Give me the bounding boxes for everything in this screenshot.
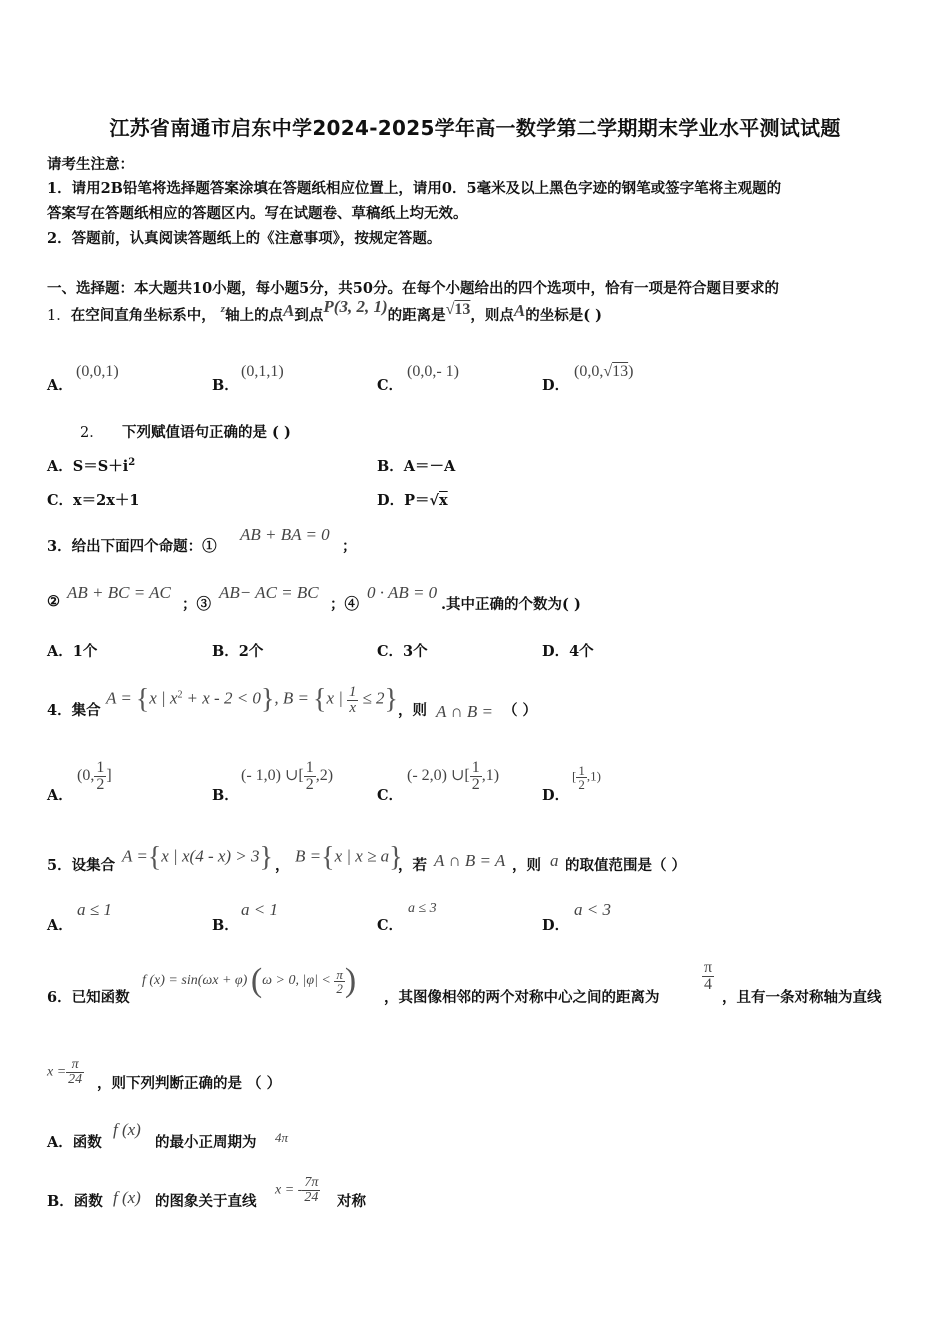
notice-line-3: 2．答题前，认真阅读答题纸上的《注意事项》，按规定答题。 [47, 230, 442, 247]
q4-option-b-value: (- 1,0) ∪[ $\frac{1}{2}$ ,2) [241, 759, 334, 793]
q5-option-b[interactable]: B． [212, 917, 239, 934]
q1-text-6: 的坐标是( ) [525, 307, 603, 324]
q4-option-c-value: (- 2,0) ∪[ $\frac{1}{2}$ ,1) [407, 759, 500, 793]
q5-question-end: 的取值范围是（ ） [565, 857, 687, 874]
q3-option-a[interactable]: A．1个 [47, 643, 98, 660]
q5-then: ，则 [512, 857, 541, 874]
q6-function: f (x) = sin(ωx + φ) (ω > 0, |φ| < $\frac{\pi}{2}$ ) [142, 962, 357, 999]
q5-option-a[interactable]: A． [47, 917, 73, 934]
q4-option-d[interactable]: D． [542, 787, 570, 804]
q4-set-expression: A = {x | $x^2 + x - 2 < 0$}, B = {x | $\frac{1}{x}$ ≤ 2} [106, 683, 398, 716]
q2-option-c[interactable]: C．x＝2x＋1 [47, 492, 140, 509]
q4-number: 4．集合 [47, 702, 101, 719]
q2-option-d[interactable]: D．P＝√x [377, 492, 448, 509]
q5-option-c-value: a ≤ 3 [408, 901, 437, 916]
q1-point-P: P(3, 2, 1) [323, 297, 388, 316]
q2-text: 下列赋值语句正确的是 ( ) [122, 424, 291, 441]
q4-option-c[interactable]: C． [377, 787, 404, 804]
q5-condition: A ∩ B = A [434, 851, 506, 870]
q1-number: 1． [47, 308, 71, 324]
q1-option-c[interactable]: C． [377, 377, 404, 394]
q3-option-d[interactable]: D．4个 [542, 643, 594, 660]
q6-option-a-text: 的最小正周期为 [155, 1134, 257, 1151]
q5-option-b-value: a < 1 [241, 900, 278, 919]
q6-text-1: ，其图像相邻的两个对称中心之间的距离为 [384, 989, 660, 1006]
q5-option-c[interactable]: C． [377, 917, 404, 934]
q1-text-2: 轴上的点 [225, 307, 284, 324]
q5-comma: ， [275, 857, 290, 874]
q6-text-3: ，则下列判断正确的是 （ ） [97, 1075, 282, 1092]
q4-option-b[interactable]: B． [212, 787, 239, 804]
q1-A2: A [513, 301, 526, 320]
q4-paren: （ ） [503, 702, 538, 719]
q3-option-b[interactable]: B．2个 [212, 643, 264, 660]
q5-a: a [550, 851, 559, 870]
q5-option-a-value: a ≤ 1 [77, 900, 112, 919]
q1-option-b-value: (0,1,1) [241, 363, 284, 380]
q6-axis: x = $\frac{\pi}{24}$ [47, 1057, 83, 1087]
q3-circle-4: ；④ [330, 596, 359, 613]
q6-option-a-function: f (x) [113, 1120, 141, 1139]
q1-text-3: 到点 [294, 307, 324, 324]
q4-intersection: A ∩ B = [436, 702, 493, 721]
q3-circle-3: ；③ [182, 596, 211, 613]
section-heading: 一、选择题：本大题共10小题，每小题5分，共50分。在每个小题给出的四个选项中，恰有一项是符合题目要求的 [47, 280, 779, 297]
q6-option-a[interactable]: A．函数 [47, 1134, 102, 1151]
page-title: 江苏省南通市启东中学2024-2025学年高一数学第二学期期末学业水平测试试题 [109, 116, 841, 140]
q3-proposition-3: AB− AC = BC [219, 583, 319, 602]
q6-option-a-value: 4π [275, 1130, 289, 1145]
q1-sqrt13: √13 [445, 301, 471, 318]
q6-option-b-line: x = - $\frac{7\pi}{24}$ [275, 1175, 319, 1205]
q6-number: 6．已知函数 [47, 989, 130, 1006]
q5-number: 5．设集合 [47, 857, 116, 874]
q2-option-b[interactable]: B．A＝－A [377, 458, 456, 475]
notice-heading: 请考生注意： [47, 156, 134, 173]
q1-option-a[interactable]: A． [47, 377, 73, 394]
q3-question-end: .其中正确的个数为( ) [441, 596, 581, 613]
q3-proposition-1: AB + BA = 0 [240, 525, 330, 544]
q4-option-a[interactable]: A． [47, 787, 73, 804]
q3-proposition-2: AB + BC = AC [67, 583, 171, 602]
q3-proposition-4: 0 · AB = 0 [367, 583, 438, 602]
q6-option-b[interactable]: B．函数 [47, 1193, 103, 1210]
notice-line-2: 答案写在答题纸相应的答题区内。写在试题卷、草稿纸上均无效。 [47, 205, 468, 222]
q1-text-5: ，则点 [470, 307, 514, 324]
q6-text-2: ，且有一条对称轴为直线 [722, 989, 882, 1006]
notice-line-1: 1．请用2B铅笔将选择题答案涂填在答题纸相应位置上，请用0．5毫米及以上黑色字迹的钢笔或签字笔将主观题的 [47, 180, 782, 197]
q1-option-d-value: (0,0,√13) [574, 363, 634, 380]
q3-circle-2: ② [47, 593, 60, 610]
q3-semicolon: ； [342, 538, 357, 555]
q1-A: A [283, 301, 295, 320]
q1-z: z [220, 303, 226, 315]
q2-option-a[interactable]: A．$S=S+i^2$ [47, 457, 136, 475]
q1-option-d[interactable]: D． [542, 377, 570, 394]
q6-option-b-text: 的图象关于直线 [155, 1193, 257, 1210]
question-3: 3．给出下面四个命题：① [47, 538, 217, 555]
q5-option-d-value: a < 3 [574, 900, 611, 919]
q1-text-1: 在空间直角坐标系中， [70, 307, 216, 324]
q5-if: ，若 [398, 857, 427, 874]
q1-option-c-value: (0,0,- 1) [407, 363, 459, 380]
question-1 [47, 297, 603, 325]
q5-option-d[interactable]: D． [542, 917, 570, 934]
q4-option-d-value: [ $\frac{1}{2}$ ,1) [572, 763, 601, 792]
q4-option-a-value: (0, $\frac{1}{2}$ ] [77, 759, 112, 793]
q5-set-A: A ={x | x(4 - x) > 3} [122, 842, 273, 873]
q6-option-b-function: f (x) [113, 1188, 141, 1207]
q1-text-4: 的距离是 [387, 307, 446, 324]
q6-distance: $\frac{\pi}{4}$ [704, 959, 713, 993]
q2-number: 2． [80, 425, 104, 441]
q4-then: ，则 [398, 702, 427, 719]
q1-option-b[interactable]: B． [212, 377, 239, 394]
q6-option-b-end: 对称 [337, 1193, 366, 1210]
q5-set-B: B ={x | x ≥ a} [295, 842, 403, 873]
q1-option-a-value: (0,0,1) [76, 363, 119, 380]
q3-option-c[interactable]: C．3个 [377, 643, 428, 660]
